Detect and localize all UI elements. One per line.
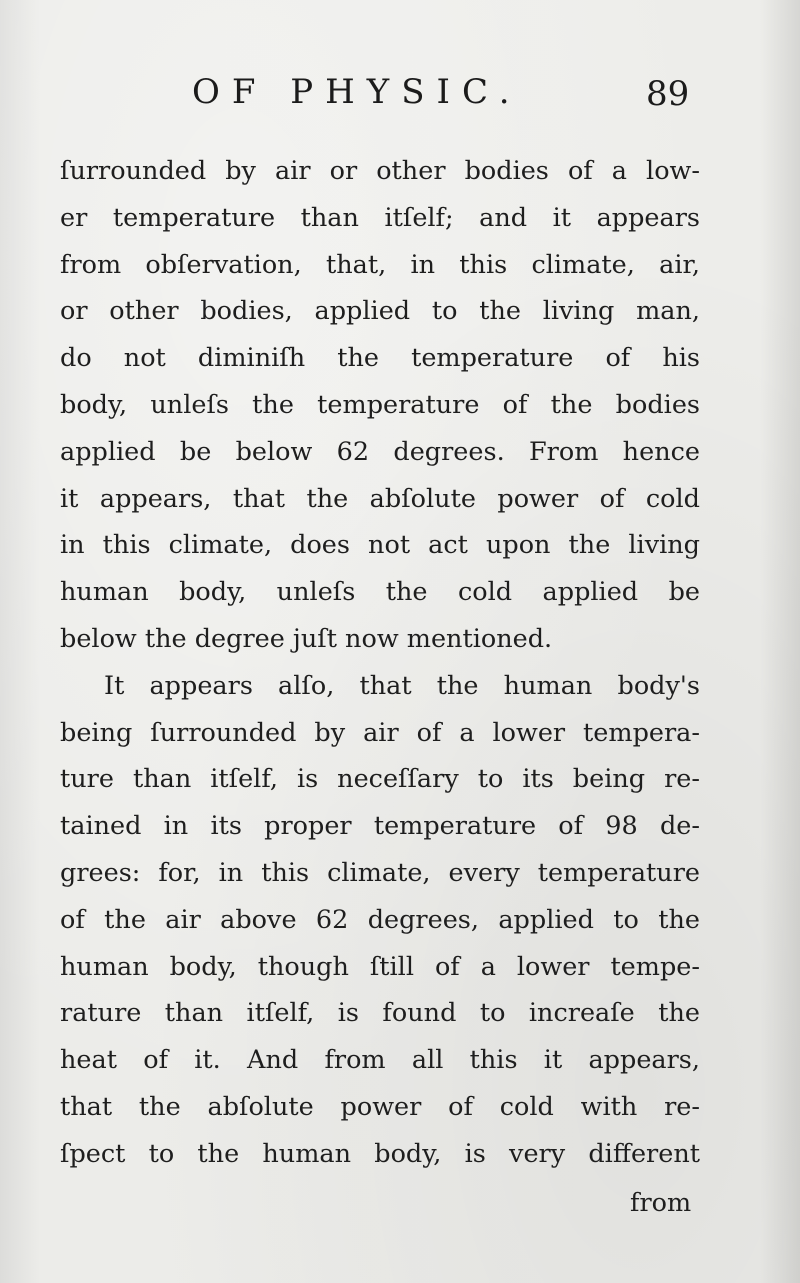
- text-line: heat of it. And from all this it appears,: [60, 1045, 700, 1076]
- text-line: do not diminiſh the temperature of his: [60, 343, 700, 374]
- text-line: human body, unleſs the cold applied be: [60, 577, 700, 608]
- paragraph-start-line: It appears alſo, that the human body's: [104, 670, 700, 701]
- text-line: ſurrounded by air or other bodies of a low-: [60, 156, 700, 186]
- catchword: from: [630, 1188, 692, 1218]
- text-line: being ſurrounded by air of a lower tempera-: [60, 717, 700, 748]
- paragraph-end-line: below the degree juſt now mentioned.: [60, 623, 553, 654]
- text-line: applied be below 62 degrees. From hence: [60, 436, 700, 467]
- text-line: that the abſolute power of cold with re-: [60, 1091, 700, 1122]
- page-number: 89: [646, 74, 690, 114]
- text-line: grees: for, in this climate, every temperature: [60, 857, 700, 888]
- text-line: rature than itſelf, is found to increaſe the: [60, 998, 700, 1029]
- text-line: body, unleſs the temperature of the bodies: [60, 389, 700, 420]
- text-line: ſpect to the human body, is very different: [60, 1138, 700, 1169]
- text-line: from obſervation, that, in this climate, air,: [60, 249, 700, 280]
- text-line: human body, though ſtill of a lower tempe-: [60, 951, 700, 982]
- text-line: or other bodies, applied to the living man,: [60, 296, 700, 327]
- running-head: OF PHYSIC.: [192, 72, 522, 112]
- text-line: in this climate, does not act upon the living: [60, 530, 700, 561]
- body-text: [60, 148, 700, 1178]
- text-line: of the air above 62 degrees, applied to the: [60, 904, 700, 935]
- text-line: ture than itſelf, is neceſſary to its being re-: [60, 764, 700, 795]
- text-line: it appears, that the abſolute power of cold: [60, 483, 700, 514]
- text-line: er temperature than itſelf; and it appears: [60, 202, 700, 233]
- text-line: tained in its proper temperature of 98 de-: [60, 811, 700, 842]
